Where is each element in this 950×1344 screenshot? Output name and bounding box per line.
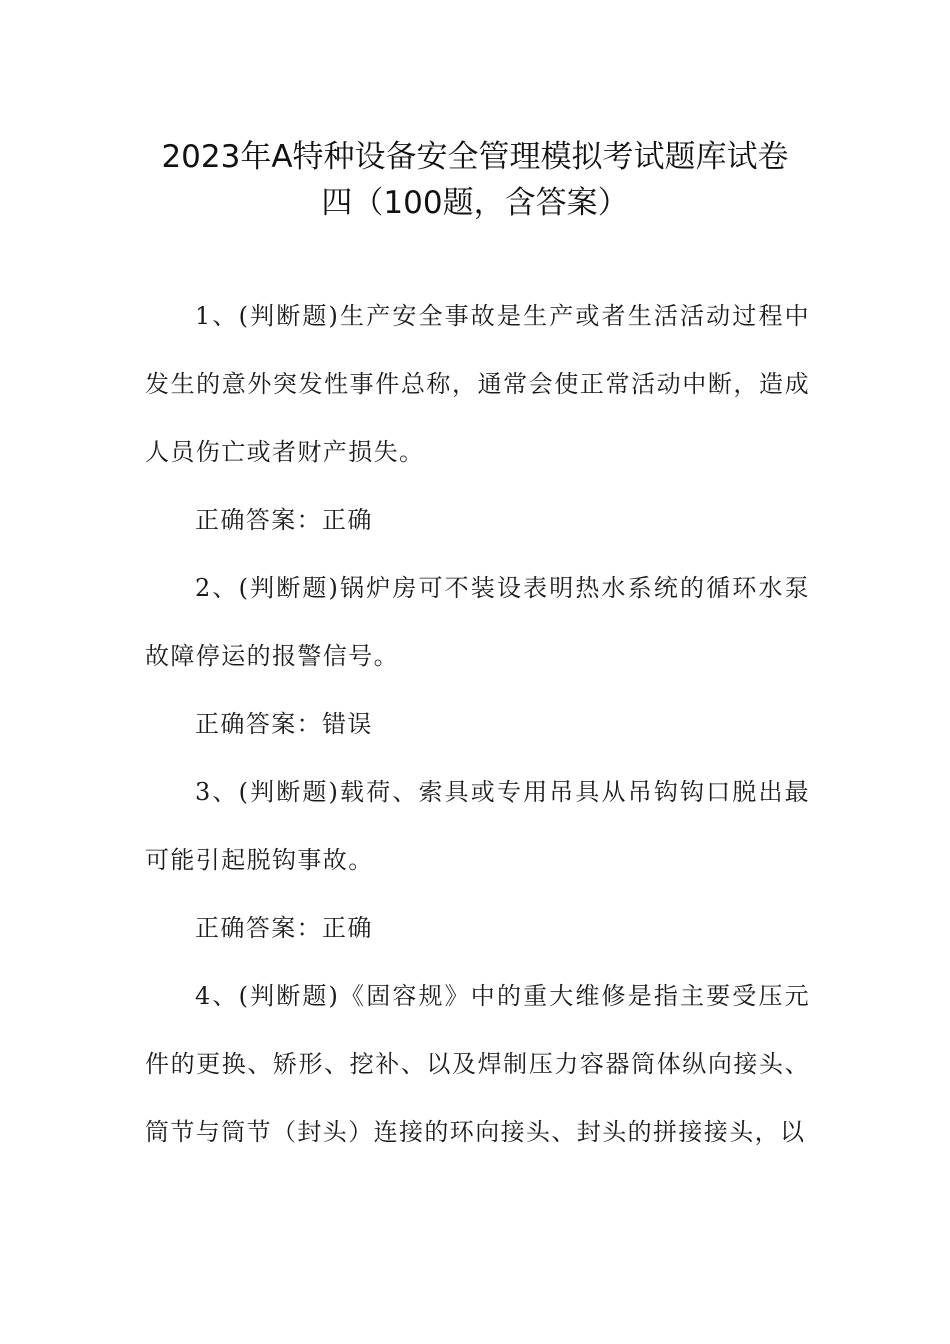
question-2-answer: 正确答案：错误: [195, 710, 373, 738]
question-1-answer: 正确答案：正确: [195, 506, 373, 534]
question-4-text: 4、(判断题)《固容规》中的重大维修是指主要受压元件的更换、矫形、挖补、以及焊制压力容器筒体纵向接头、筒节与筒节（封头）连接的环向接头、封头的拼接接头，以: [145, 982, 810, 1146]
question-list: [145, 282, 810, 1166]
question-1-text: 1、(判断题)生产安全事故是生产或者生活活动过程中发生的意外突发性事件总称，通常会使正常活动中断，造成人员伤亡或者财产损失。: [145, 302, 810, 466]
question-3-answer: 正确答案：正确: [195, 914, 373, 942]
document-title-line-1: 2023年A特种设备安全管理模拟考试题库试卷: [161, 139, 789, 175]
question-3-text: 3、(判断题)载荷、索具或专用吊具从吊钩钩口脱出最可能引起脱钩事故。: [145, 778, 810, 874]
question-2-text: 2、(判断题)锅炉房可不装设表明热水系统的循环水泵故障停运的报警信号。: [145, 574, 810, 670]
document-title-line-2: 四（100题，含答案）: [321, 185, 629, 221]
